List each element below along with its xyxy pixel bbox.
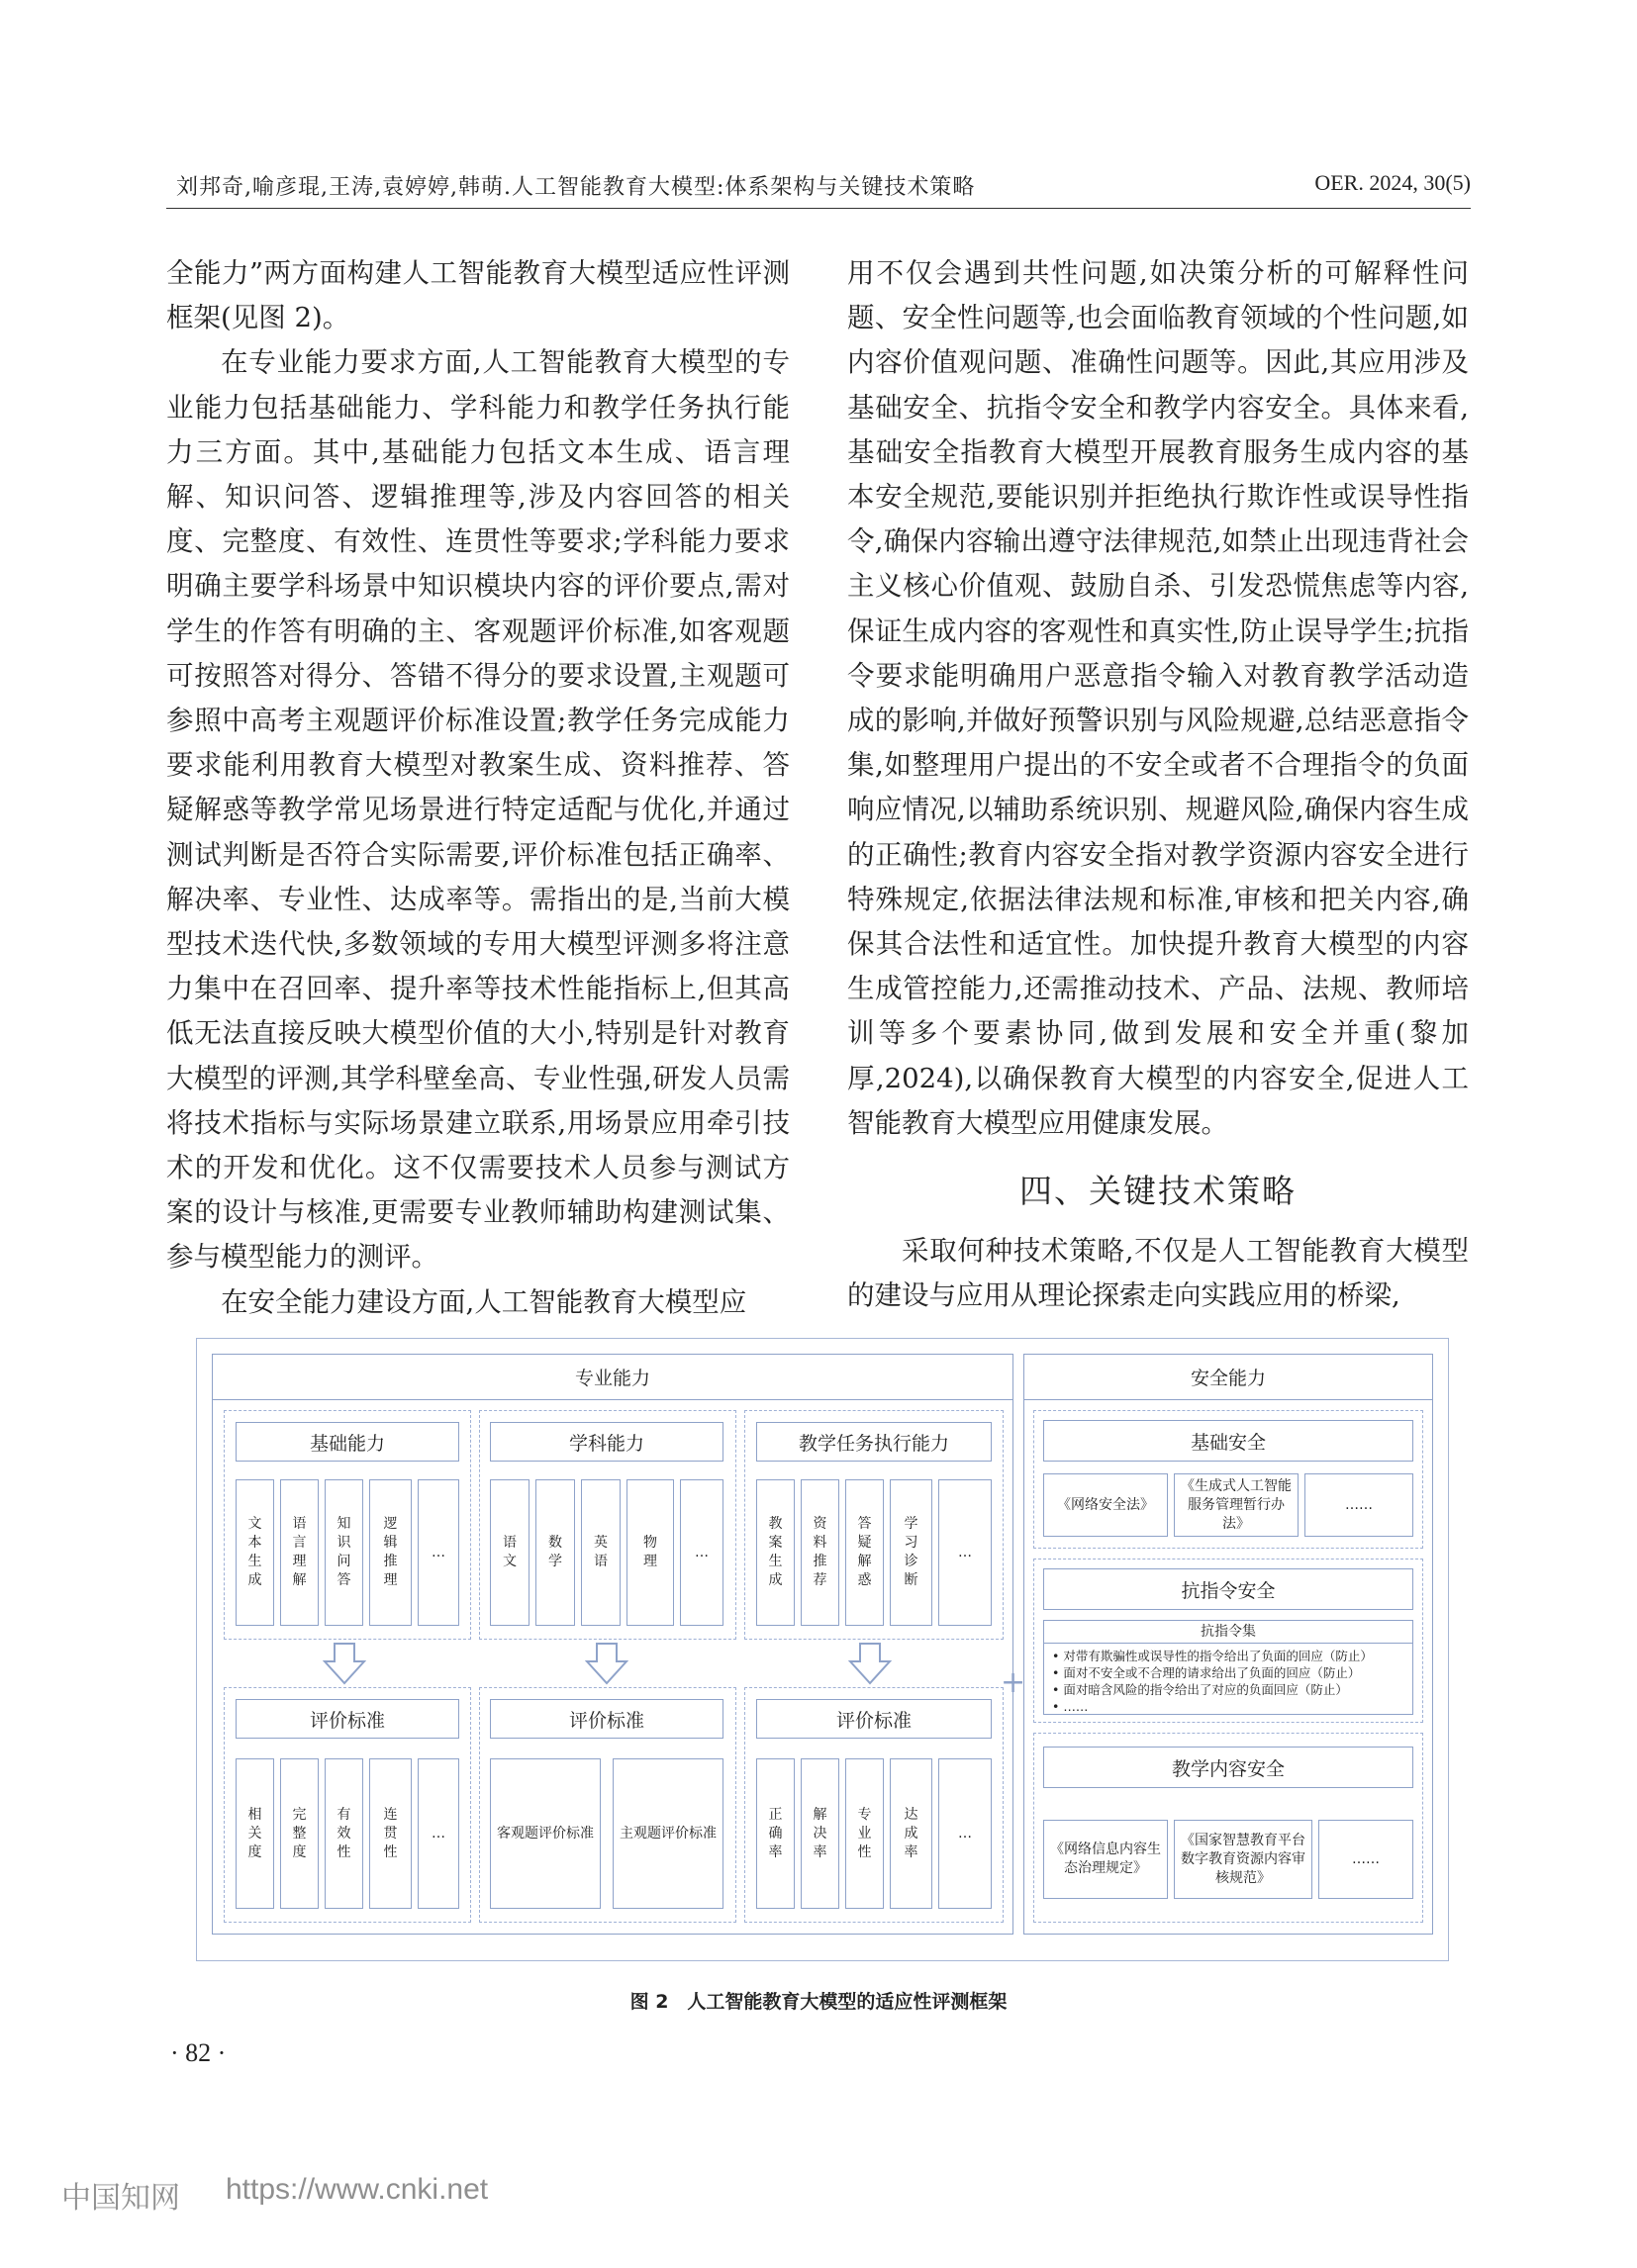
anti-instruction-bullet: • 面对暗含风险的指令给出了对应的负面回应（防止） [1052, 1682, 1348, 1697]
teaching-ability-title: 教学任务执行能力 [756, 1422, 992, 1462]
subject-ability-title: 学科能力 [490, 1422, 723, 1462]
basic-down-arrow-icon [323, 1642, 366, 1685]
teaching-item-qa: 答疑解惑 [845, 1479, 884, 1626]
basic-item-more: … [418, 1479, 459, 1626]
cnki-url: https://www.cnki.net [226, 2173, 489, 2206]
cnki-watermark: 中国知网 [61, 2181, 180, 2216]
teaching-eval-more: … [938, 1758, 992, 1909]
base-safety-law-cyber: 《网络安全法》 [1043, 1473, 1168, 1537]
right-paragraph-2: 采取何种技术策略,不仅是人工智能教育大模型的建设与应用从理论探索走向实践应用的桥梁, [847, 1235, 1469, 1312]
figure-caption: 图 2 人工智能教育大模型的适应性评测框架 [629, 1991, 1008, 2013]
plus-icon: + [1001, 1665, 1026, 1700]
header-rule [166, 208, 1471, 209]
teaching-item-more: … [938, 1479, 992, 1626]
teaching-eval-resolution: 解决率 [801, 1758, 839, 1909]
basic-item-text-generation: 文本生成 [236, 1479, 274, 1626]
teaching-item-diagnosis: 学习诊断 [890, 1479, 932, 1626]
basic-eval-relevance: 相关度 [236, 1758, 274, 1909]
right-paragraph-1: 用不仅会遇到共性问题,如决策分析的可解释性问题、安全性问题等,也会面临教育领域的个性问题,如内容价值观问题、准确性问题等。因此,其应用涉及基础安全、抗指令安全和教学内容安全。具体来看,基础安全指教育大模型开展教育服务生成内容的基本安全规范,要能识别并拒绝执行欺诈性或误导性指令,确保内容输出遵守法律规范,如禁止出现违背社会主义核心价值观、鼓励自杀、引发恐慌焦虑等内容,保证生成内容的客观性和真实性,防止误导学生;抗指令要求能明确用户恶意指令输入对教育教学活动造成的影响,并做好预警识别与风险规避,总结恶意指令集,如整理用户提出的不安全或者不合理指令的负面响应情况,以辅助系统识别、规避风险,确保内容生成的正确性;教育内容安全指对教学资源内容安全进行特殊规定,依据法律法规和标准,审核和把关内容,确保其合法性和适宜性。加快提升教育大模型的内容生成管控能力,还需推动技术、产品、法规、教师培训等多个要素协同,做到发展和安全并重(黎加厚,2024),以确保教育大模型的内容安全,促进人工智能教育大模型应用健康发展。 [847, 257, 1469, 1139]
subject-item-chinese: 语文 [490, 1479, 530, 1626]
teaching-item-lesson-plan: 教案生成 [756, 1479, 795, 1626]
subject-eval-subjective: 主观题评价标准 [613, 1758, 723, 1909]
subject-item-more: … [680, 1479, 723, 1626]
teaching-eval-achievement: 达成率 [890, 1758, 932, 1909]
basic-eval-coherence: 连贯性 [369, 1758, 412, 1909]
safety-ability-header: 安全能力 [1023, 1354, 1433, 1400]
basic-item-language-understanding: 语言理解 [280, 1479, 319, 1626]
base-safety-more: …… [1304, 1473, 1413, 1537]
anti-instruction-set-title: 抗指令集 [1044, 1621, 1412, 1644]
anti-instruction-bullet: • 对带有欺骗性或误导性的指令给出了负面的回应（防止） [1052, 1649, 1373, 1663]
content-safety-title: 教学内容安全 [1043, 1747, 1413, 1788]
left-paragraph-2: 在专业能力要求方面,人工智能教育大模型的专业能力包括基础能力、学科能力和教学任务执行能力三方面。其中,基础能力包括文本生成、语言理解、知识问答、逻辑推理等,涉及内容回答的相关度、完整度、有效性、连贯性等要求;学科能力要求明确主要学科场景中知识模块内容的评价要点,需对学生的作答有明确的主、客观题评价标准,如客观题可按照答对得分、答错不得分的要求设置,主观题可参照中高考主观题评价标准设置;教学任务完成能力要求能利用教育大模型对教案生成、资料推荐、答疑解惑等教学常见场景进行特定适配与优化,并通过测试判断是否符合实际需要,评价标准包括正确率、解决率、专业性、达成率等。需指出的是,当前大模型技术迭代快,多数领域的专用大模型评测多将注意力集中在召回率、提升率等技术性能指标上,但其高低无法直接反映大模型价值的大小,特别是针对教育大模型的评测,其学科壁垒高、专业性强,研发人员需将技术指标与实际场景建立联系,用场景应用牵引技术的开发和优化。这不仅需要技术人员参与测试方案的设计与核准,更需要专业教师辅助构建测试集、参与模型能力的测评。 [166, 346, 790, 1274]
anti-instruction-list [1044, 1644, 1412, 1719]
subject-eval-title: 评价标准 [490, 1699, 723, 1739]
basic-item-logical-reasoning: 逻辑推理 [369, 1479, 412, 1626]
teaching-eval-title: 评价标准 [756, 1699, 992, 1739]
figure-frame [196, 1338, 1449, 1961]
teaching-eval-professionalism: 专业性 [845, 1758, 884, 1909]
subject-item-english: 英语 [581, 1479, 621, 1626]
page-number: · 82 · [170, 2038, 227, 2067]
anti-instruction-title: 抗指令安全 [1043, 1568, 1413, 1610]
running-header-journal: OER. 2024, 30(5) [1314, 170, 1471, 195]
subject-down-arrow-icon [585, 1642, 628, 1685]
subject-eval-objective: 客观题评价标准 [490, 1758, 601, 1909]
basic-eval-more: … [418, 1758, 459, 1909]
content-safety-more: …… [1318, 1820, 1413, 1899]
content-safety-rule-network: 《网络信息内容生态治理规定》 [1043, 1820, 1168, 1899]
teaching-down-arrow-icon [848, 1642, 892, 1685]
running-header-title: 刘邦奇,喻彦琨,王涛,袁婷婷,韩萌.人工智能教育大模型:体系架构与关键技术策略 [176, 175, 976, 200]
basic-eval-validity: 有效性 [325, 1758, 363, 1909]
left-paragraph-3: 在安全能力建设方面,人工智能教育大模型应 [221, 1285, 747, 1318]
professional-ability-header: 专业能力 [212, 1354, 1013, 1400]
anti-instruction-bullet: • 面对不安全或不合理的请求给出了负面的回应（防止） [1052, 1665, 1361, 1680]
anti-instruction-bullet: • …… [1052, 1699, 1089, 1714]
content-safety-rule-platform: 《国家智慧教育平台数字教育资源内容审核规范》 [1174, 1820, 1312, 1899]
subject-item-math: 数学 [535, 1479, 575, 1626]
teaching-eval-accuracy: 正确率 [756, 1758, 795, 1909]
teaching-item-resource-recommend: 资料推荐 [801, 1479, 839, 1626]
anti-instruction-set-box [1043, 1620, 1413, 1715]
right-column [847, 251, 1469, 1318]
left-column [166, 251, 790, 1325]
subject-item-physics: 物理 [626, 1479, 674, 1626]
base-safety-law-genai: 《生成式人工智能服务管理暂行办法》 [1174, 1473, 1299, 1537]
basic-ability-title: 基础能力 [236, 1422, 459, 1462]
basic-item-knowledge-qa: 知识问答 [325, 1479, 363, 1626]
section-heading: 四、关键技术策略 [1019, 1172, 1297, 1211]
left-paragraph-1: 全能力”两方面构建人工智能教育大模型适应性评测框架(见图 2)。 [166, 257, 790, 334]
basic-eval-completeness: 完整度 [280, 1758, 319, 1909]
base-safety-title: 基础安全 [1043, 1420, 1413, 1462]
basic-eval-title: 评价标准 [236, 1699, 459, 1739]
